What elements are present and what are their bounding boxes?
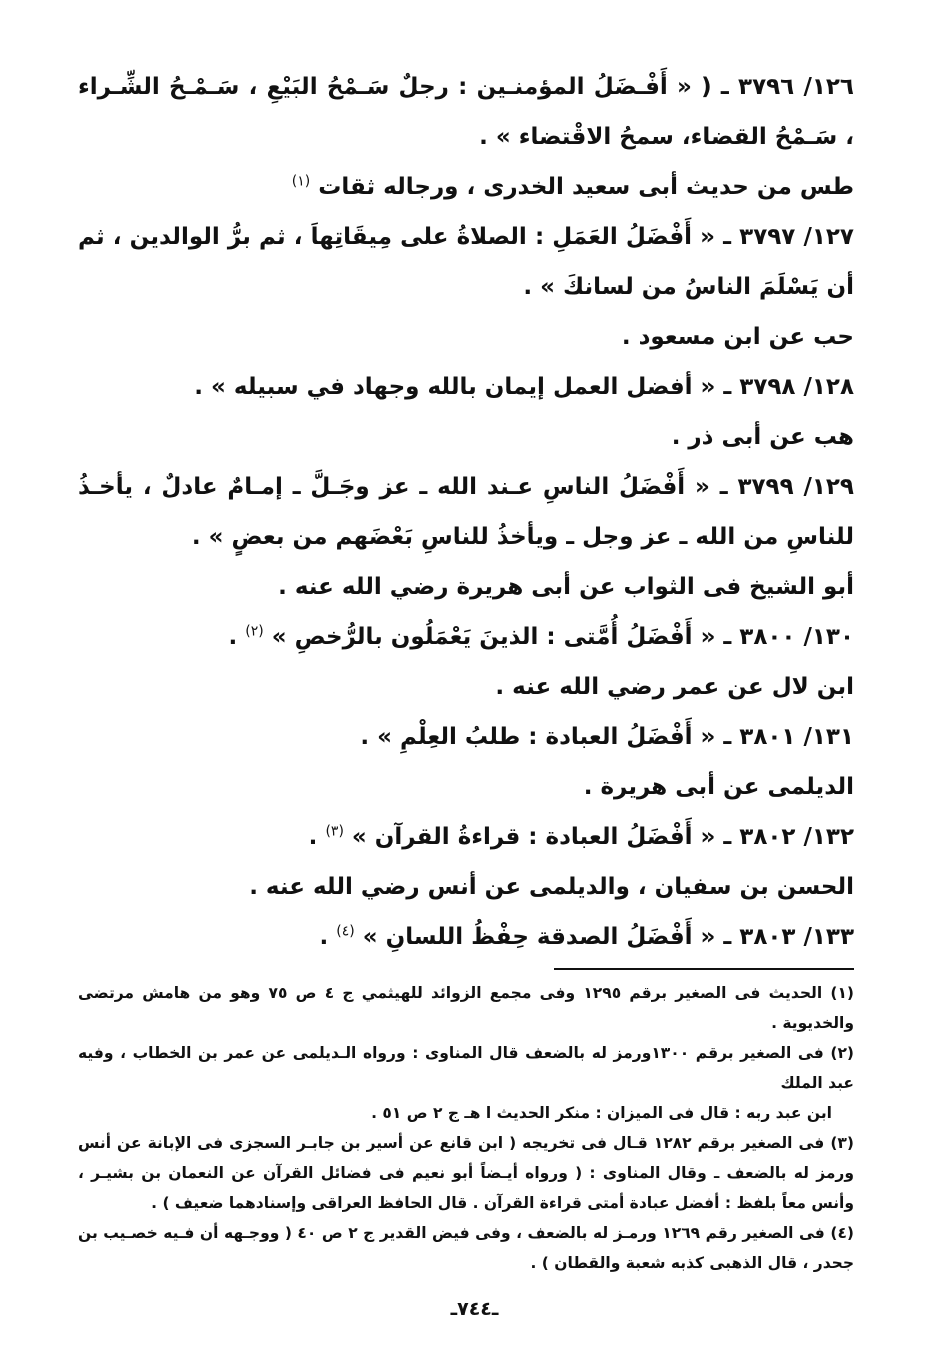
footnote-continuation: ابن عبد ربه : قال فى الميزان : منكر الحديث ا هـ ج ٢ ص ٥١ . <box>371 1104 832 1122</box>
hadith-source <box>78 312 854 362</box>
footnote-number: (٣) <box>830 1134 854 1152</box>
hadith-entry <box>78 712 854 762</box>
hadith-source <box>78 162 854 212</box>
footnote-text: فى الصغير برقم ١٢٨٢ قـال فى تخريجه ( ابن قانع عن أسير بن جابـر السجزى فى الإبانة عن أنس ورمز له بالضعف ـ وقال المناوى : ( ورواه أيـضاً أبو نعيم فى فضائل القرآن عن النعمان بن بشيـر ، وأنس معاً بلفظ : أفضل عبادة أمتى قراءة القرآن . قال الحافظ العراقى وإسنادهما ضعيف ) . <box>78 1134 854 1212</box>
footnote-text: الحديث فى الصغير برقم ١٢٩٥ وفى مجمع الزوائد للهيثمي ج ٤ ص ٧٥ وهو من هامش مرتضى والخديوية . <box>78 984 854 1032</box>
footnote-number: (٢) <box>830 1044 854 1062</box>
footnote-number: (٤) <box>830 1224 854 1242</box>
hadith-entry <box>78 912 854 962</box>
hadith-source <box>78 562 854 612</box>
hadith-entries <box>78 62 854 962</box>
hadith-entry <box>78 612 854 662</box>
hadith-entry <box>78 62 854 162</box>
hadith-source <box>78 862 854 912</box>
footnote-reference[interactable]: (٣) <box>325 823 344 840</box>
source-text: هب عن أبى ذر . <box>671 424 854 450</box>
hadith-text: ١٣١/ ٣٨٠١ ـ « أَفْضَلُ العبادة : طلبُ العِلْمِ » . <box>360 724 854 750</box>
source-text: ابن لال عن عمر رضي الله عنه . <box>495 674 854 700</box>
footnote-text: فى الصغير رقم ١٢٦٩ ورمـز له بالضعف ، وفى فيض القدير ج ٢ ص ٤٠ ( ووجـهه أن فـيه خصـيب بن جحدر ، قال الذهبى كذبه شعبة والقطان ) . <box>78 1224 854 1272</box>
footnote-reference[interactable]: (٤) <box>336 923 355 940</box>
footnote <box>78 1128 854 1218</box>
hadith-tail: . <box>308 824 318 850</box>
source-text: الحسن بن سفيان ، والديلمى عن أنس رضي الله عنه . <box>249 874 854 900</box>
footnote-text: فى الصغير برقم ١٣٠٠ورمز له بالضعف قال المناوى : ورواه الـديلمى عن عمر بن الخطاب ، وفيه عبد الملك <box>78 1044 854 1092</box>
source-text: أبو الشيخ فى الثواب عن أبى هريرة رضي الله عنه . <box>278 574 854 600</box>
source-text: طس من حديث أبى سعيد الخدرى ، ورجاله ثقات <box>318 174 854 200</box>
source-text: الديلمى عن أبى هريرة . <box>583 774 854 800</box>
hadith-text: ١٣٣/ ٣٨٠٣ ـ « أَفْضَلُ الصدقة حِفْظُ اللسانِ » <box>362 924 854 950</box>
hadith-entry <box>78 212 854 312</box>
page-number: ـ٧٤٤ـ <box>450 1298 499 1320</box>
hadith-text: ١٣٠/ ٣٨٠٠ ـ « أَفْضَلُ أُمَّتى : الذينَ يَعْمَلُون بالرُّخصِ » <box>271 624 854 650</box>
hadith-text: ١٢٩/ ٣٧٩٩ ـ « أَفْضَلُ الناسِ عـند الله ـ عز وجَـلَّ ـ إمـامٌ عادلٌ ، يأخـذُ للناسِ من الله ـ عز وجل ـ ويأخذُ للناسِ بَعْضَهم من بعضٍ » . <box>78 474 854 550</box>
hadith-source <box>78 762 854 812</box>
hadith-text: ١٢٧/ ٣٧٩٧ ـ « أَفْضَلُ العَمَلِ : الصلاةُ على مِيقَاتِهاَ ، ثم برُّ الوالدين ، ثم أن يَسْلَمَ الناسُ من لسانكَ » . <box>78 224 854 300</box>
footnote-divider <box>554 968 854 970</box>
hadith-entry <box>78 812 854 862</box>
hadith-source <box>78 662 854 712</box>
footnote-reference[interactable]: (٢) <box>245 623 264 640</box>
hadith-tail: . <box>319 924 329 950</box>
footnote <box>78 1218 854 1278</box>
hadith-text: ١٣٢/ ٣٨٠٢ ـ « أَفْضَلُ العبادة : قراءةُ القرآن » <box>351 824 854 850</box>
hadith-text: ١٢٦/ ٣٧٩٦ ـ ( « أَفْـضَلُ المؤمنـين : رجلٌ سَـمْحُ البَيْعِ ، سَـمْـحُ الشِّـراء ، سَـمْحُ القضاء، سمحُ الاقْتضاء » . <box>78 74 854 150</box>
hadith-entry <box>78 362 854 412</box>
footnote-reference[interactable]: (١) <box>291 173 311 190</box>
footnote-number: (١) <box>830 984 854 1002</box>
footnote <box>78 1038 854 1128</box>
hadith-tail: . <box>228 624 238 650</box>
source-text: حب عن ابن مسعود . <box>621 324 854 350</box>
hadith-source <box>78 412 854 462</box>
hadith-text: ١٢٨/ ٣٧٩٨ ـ « أفضل العمل إيمان بالله وجهاد في سبيله » . <box>194 374 854 400</box>
footnotes <box>78 978 854 1278</box>
footnote <box>78 978 854 1038</box>
hadith-entry <box>78 462 854 562</box>
